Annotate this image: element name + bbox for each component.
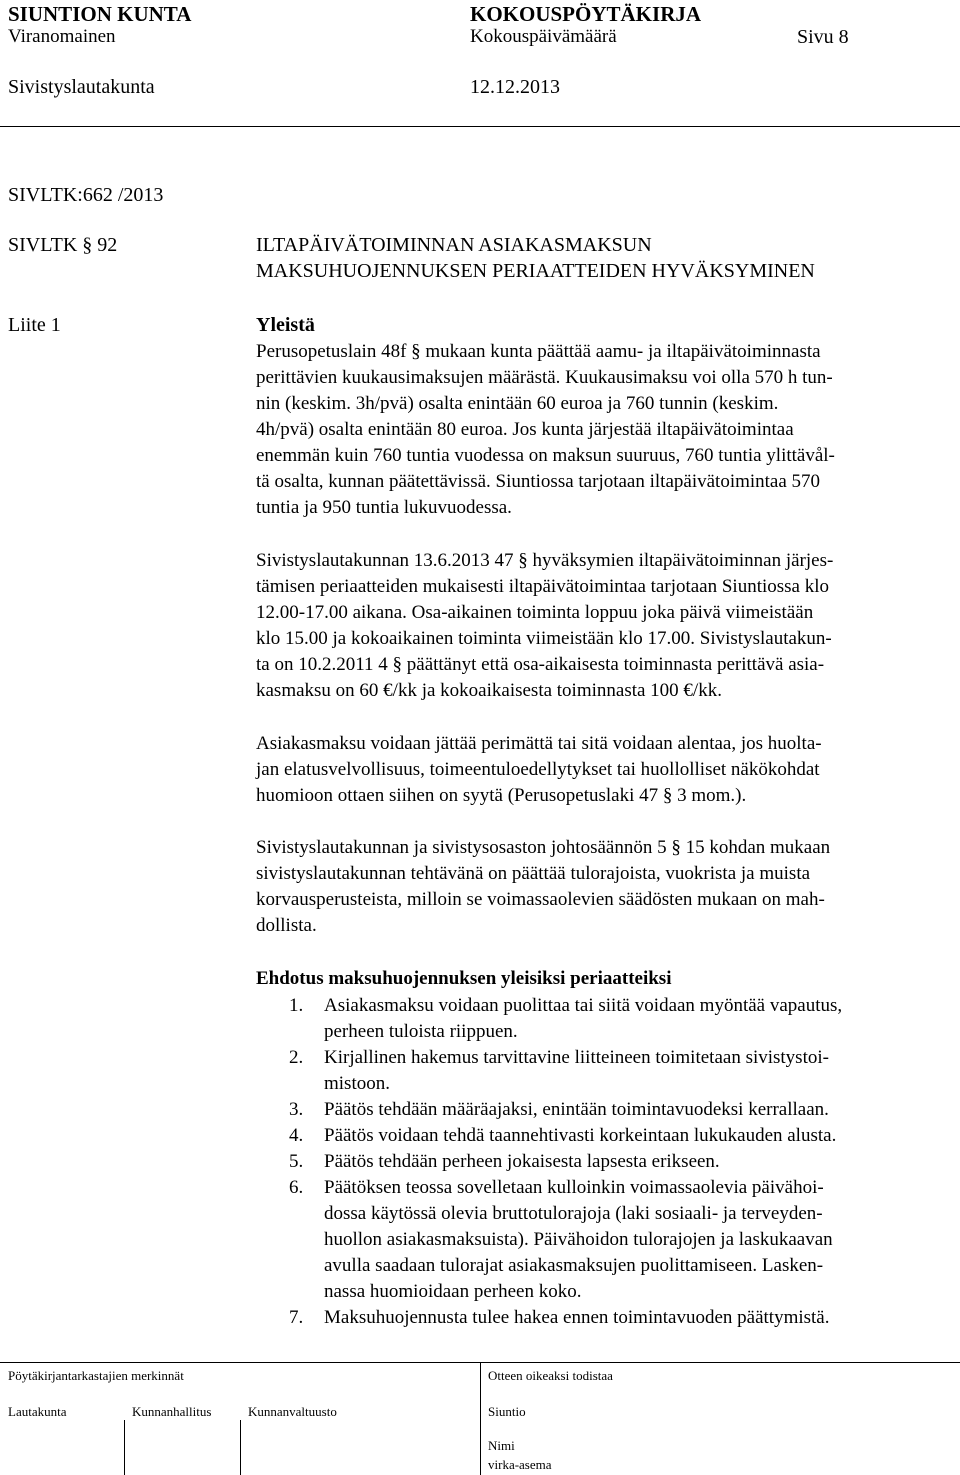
list-item: 1. Asiakasmaksu voidaan puolittaa tai siitä voidaan myöntää vapautus, perheen tuloista riippuen. — [289, 995, 843, 1042]
paragraph-3: Asiakasmaksu voidaan jättää perimättä tai sitä voidaan alentaa, jos huolta- jan elatusvelvollisuus, toimeentuloedellytykset tai huollolliset näkökohdat huomioon ottaen siihen on syytä (Perusopetuslaki 47 § 3 mom.). — [256, 733, 822, 806]
authority-label: Viranomainen — [8, 26, 116, 47]
footer-column-line-2 — [240, 1420, 241, 1475]
meeting-date: 12.12.2013 — [470, 76, 560, 98]
list-item: 7. Maksuhuojennusta tulee hakea ennen toimintavuoden päättymistä. — [289, 1307, 830, 1328]
paragraph-1: Perusopetuslain 48f § mukaan kunta päättää aamu- ja iltapäivätoiminnasta perittävien kuukausimaksujen määrästä. Kuukausimaksu voi olla 570 h tun- nin (keskim. 3h/pvä) osalta enintään 60 euroa ja 760 tunnin (keskim. 4h/pvä) osalta enintään 80 euroa. Jos kunta järjestää iltapäivätoimintaa enemmän kuin 760 tuntia vuodessa on maksun suuruus, 760 tuntia ylittävål- tä osalta, kunnan päätettävissä. Siuntiossa tarjotaan iltapäivätoimintaa 570 tuntia ja 950 tuntia lukuvuodessa. — [256, 341, 835, 518]
list-item: 2. Kirjallinen hakemus tarvittavine liitteineen toimitetaan sivistystoi- mistoon. — [289, 1047, 829, 1094]
page-number: Sivu 8 — [797, 26, 849, 48]
job-title-label: virka-asema — [488, 1457, 552, 1472]
board-label: Lautakunta — [8, 1404, 67, 1419]
checkers-label: Pöytäkirjantarkastajien merkinnät — [8, 1368, 184, 1383]
list-item: 6. Päätöksen teossa sovelletaan kulloinkin voimassaolevia päivähoi- dossa käytössä olevia bruttotulorajoja (laki sosiaali- ja terveyden- huollon asiakasmaksuista). Päivähoidon tulorajojen ja laskukaavan avulla saadaan tulorajat asiakasmaksujen puolittamiseen. Lasken- nassa huomioidaan perheen koko. — [289, 1177, 833, 1302]
name-label: Nimi — [488, 1438, 515, 1453]
footer-column-line-3 — [480, 1362, 481, 1475]
case-title-line1: ILTAPÄIVÄTOIMINNAN ASIAKASMAKSUN — [256, 234, 652, 256]
authority-name: Sivistyslautakunta — [8, 76, 155, 98]
municipality-name: SIUNTION KUNTA — [8, 2, 192, 26]
municipal-council-label: Kunnanvaltuusto — [248, 1404, 337, 1419]
meeting-date-label: Kokouspäivämäärä — [470, 26, 617, 47]
list-item: 3. Päätös tehdään määräajaksi, enintään toimintavuodeksi kerrallaan. — [289, 1099, 829, 1120]
proposal-list — [256, 993, 950, 1331]
paragraph-2: Sivistyslautakunnan 13.6.2013 47 § hyväksymien iltapäivätoiminnan järjes- tämisen periaatteiden mukaisesti iltapäivätoimintaa tarjotaan Siuntiossa klo 12.00-17.00 aikana. Osa-aikainen toiminta loppuu joka päivä viimeistään klo 15.00 ja kokoaikainen toiminta viimeistään klo 17.00. Sivistyslautakun- ta on 10.2.2011 4 § päättänyt että osa-aikaisesta toiminnasta perittävä asia- kasmaksu on 60 €/kk ja kokoaikaisesta toiminnasta 100 €/kk. — [256, 550, 834, 701]
list-item: 5. Päätös tehdään perheen jokaisesta lapsesta erikseen. — [289, 1151, 720, 1172]
attachment-label: Liite 1 — [8, 314, 61, 336]
header-divider — [0, 126, 960, 127]
copy-certification-label: Otteen oikeaksi todistaa — [488, 1368, 613, 1383]
list-item: 4. Päätös voidaan tehdä taannehtivasti korkeintaan lukukauden alusta. — [289, 1125, 837, 1146]
place-label: Siuntio — [488, 1404, 526, 1419]
document-type: KOKOUSPÖYTÄKIRJA — [470, 2, 702, 26]
footer-column-line-1 — [124, 1420, 125, 1475]
municipal-government-label: Kunnanhallitus — [132, 1404, 212, 1419]
proposal-heading: Ehdotus maksuhuojennuksen yleisiksi periaatteiksi — [256, 968, 672, 989]
case-title-line2: MAKSUHUOJENNUKSEN PERIAATTEIDEN HYVÄKSYMINEN — [256, 260, 815, 282]
general-heading: Yleistä — [256, 314, 315, 336]
paragraph-4: Sivistyslautakunnan ja sivistysosaston johtosäännön 5 § 15 kohdan mukaan sivistyslautakunnan tehtävänä on päättää tulorajoista, vuokrista ja muista korvausperusteista, milloin se voimassaolevien säädösten mukaan on mah- dollista. — [256, 837, 831, 936]
section-number: SIVLTK § 92 — [8, 234, 118, 256]
case-reference: SIVLTK:662 /2013 — [8, 184, 164, 206]
